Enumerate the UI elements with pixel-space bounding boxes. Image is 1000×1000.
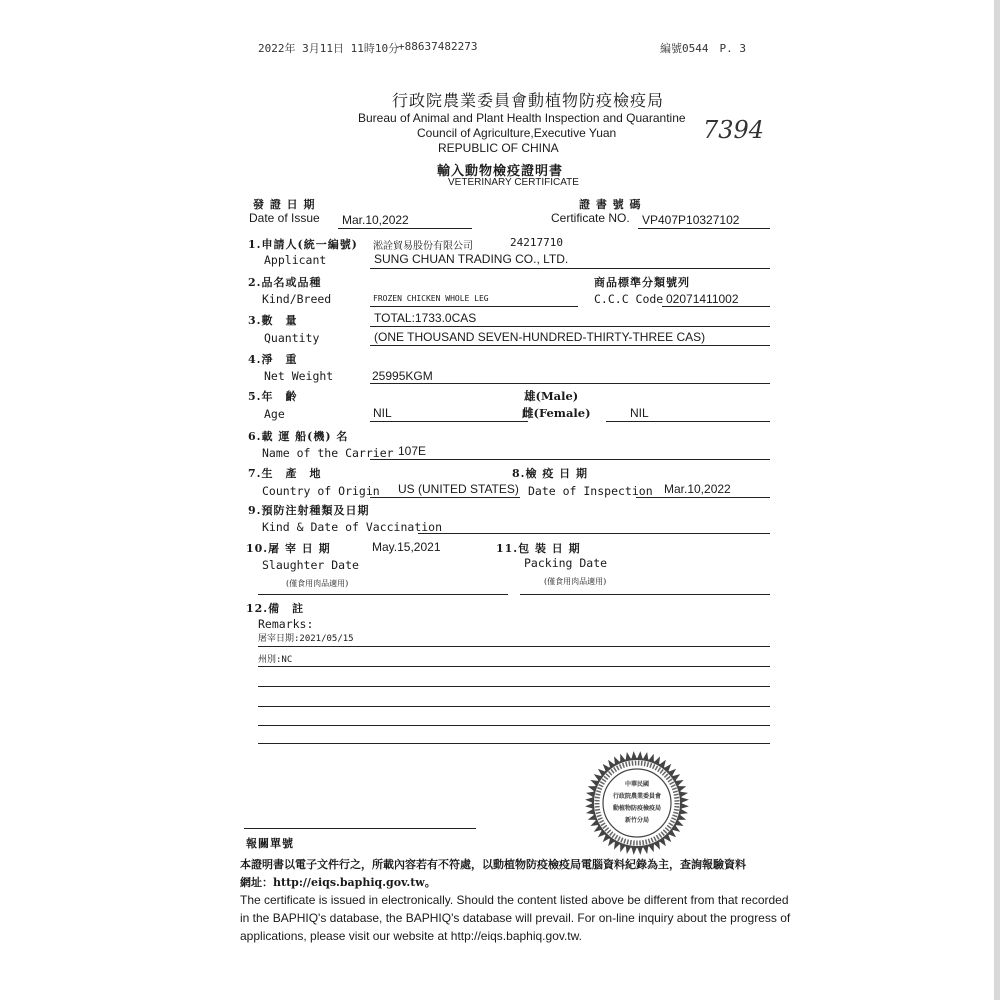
packing-note: (僅食用肉品適用) — [544, 577, 607, 586]
certificate-title-en: VETERINARY CERTIFICATE — [448, 177, 579, 188]
footer-en-2: in the BAPHIQ's database, the BAPHIQ's database will prevail. For on-line inquiry about the progress of — [240, 911, 791, 925]
certificate-title-zh: 輸入動物檢疫證明書 — [437, 164, 564, 179]
slaughter-note: (僅食用肉品適用) — [286, 579, 349, 588]
inspection-label: Date of Inspection — [528, 484, 653, 498]
inspection-label-zh: 8.檢 疫 日 期 — [512, 467, 588, 480]
applicant-label: Applicant — [264, 253, 327, 267]
fax-page-number: 編號0544 P. 3 — [660, 42, 746, 55]
footer-zh-2: 網址：http://eiqs.baphiq.gov.tw。 — [240, 876, 436, 889]
footer-en-3: applications, please visit our website at http://eiqs.baphiq.gov.tw. — [240, 929, 582, 943]
female-label: 雌(Female) — [522, 406, 591, 420]
origin-label: Country of Origin — [262, 484, 380, 498]
origin-value: US (UNITED STATES) — [398, 482, 519, 496]
origin-label-zh: 7.生 產 地 — [248, 467, 322, 480]
net-weight-label: Net Weight — [264, 369, 334, 383]
footer-zh-1: 本證明書以電子文件行之，所載內容若有不符處，以動植物防疫檢疫局電腦資料紀錄為主，查詢報驗資料 — [240, 858, 746, 871]
fax-phone: +88637482273 — [398, 40, 478, 53]
agency-country: REPUBLIC OF CHINA — [438, 141, 559, 155]
remarks-label-zh: 12.備 註 — [246, 602, 305, 615]
ccc-label: C.C.C Code — [594, 292, 664, 306]
carrier-value: 107E — [398, 444, 427, 458]
carrier-label-zh: 6.載 運 船(機) 名 — [248, 430, 349, 443]
issue-date-value: Mar.10,2022 — [342, 213, 409, 227]
applicant-name-zh: 淞詮貿易股份有限公司 — [373, 241, 473, 252]
certificate-no-label-zh: 證 書 號 碼 — [579, 198, 642, 211]
applicant-value: SUNG CHUAN TRADING CO., LTD. — [374, 252, 569, 266]
inspection-value: Mar.10,2022 — [664, 482, 731, 496]
quantity-label: Quantity — [264, 331, 320, 345]
slaughter-label: Slaughter Date — [262, 558, 359, 572]
official-seal — [582, 748, 692, 858]
seal-line-4: 新竹分局 — [624, 817, 650, 824]
packing-label: Packing Date — [524, 556, 608, 570]
agency-name-zh: 行政院農業委員會動植物防疫檢疫局 — [392, 91, 665, 110]
age-label-zh: 5.年 齡 — [248, 390, 298, 403]
ccc-label-zh: 商品標準分類號列 — [594, 276, 690, 289]
issue-date-label-zh: 發 證 日 期 — [253, 198, 316, 211]
quantity-value-words: (ONE THOUSAND SEVEN-HUNDRED-THIRTY-THREE CAS) — [374, 330, 706, 344]
net-weight-value: 25995KGM — [372, 369, 433, 383]
ccc-value: 02071411002 — [666, 292, 739, 306]
packing-label-zh: 11.包 裝 日 期 — [496, 542, 581, 555]
fax-timestamp: 2022年 3月11日 11時10分 — [258, 42, 400, 55]
applicant-id: 24217710 — [510, 236, 563, 249]
footer-en-1: The certificate is issued in electronically. Should the content listed above be different from that recorded — [240, 893, 789, 907]
carrier-label: Name of the Carrier — [262, 446, 394, 460]
female-value: NIL — [630, 406, 649, 420]
seal-line-2: 行政院農業委員會 — [612, 793, 662, 800]
male-label: 雄(Male) — [524, 389, 579, 403]
kind-value: FROZEN CHICKEN WHOLE LEG — [373, 294, 489, 303]
vaccination-label: Kind & Date of Vaccination — [262, 520, 443, 534]
page-edge — [994, 0, 1000, 1000]
slaughter-label-zh: 10.屠 宰 日 期 — [246, 542, 331, 555]
age-label: Age — [264, 407, 285, 421]
net-weight-label-zh: 4.淨 重 — [248, 353, 298, 366]
quantity-label-zh: 3.數 量 — [248, 314, 298, 327]
customs-label: 報關單號 — [246, 837, 294, 850]
handwritten-number: 7394 — [703, 116, 765, 144]
age-value: NIL — [373, 406, 392, 420]
slaughter-value: May.15,2021 — [372, 540, 441, 554]
quantity-value: TOTAL:1733.0CAS — [374, 311, 477, 325]
certificate-no-value: VP407P10327102 — [642, 213, 740, 227]
remarks-label: Remarks: — [258, 617, 314, 631]
certificate-no-label: Certificate NO. — [551, 211, 630, 225]
kind-label: Kind/Breed — [262, 292, 332, 306]
applicant-label-zh: 1.申請人(統一編號) — [248, 238, 358, 251]
vaccination-label-zh: 9.預防注射種類及日期 — [248, 504, 370, 517]
kind-label-zh: 2.品名或品種 — [248, 276, 322, 289]
seal-line-1: 中華民國 — [624, 781, 650, 788]
seal-line-3: 動植物防疫檢疫局 — [612, 805, 662, 812]
agency-name-en: Bureau of Animal and Plant Health Inspection and Quarantine — [358, 111, 686, 125]
remarks-line-2: 州別:NC — [258, 655, 293, 665]
issue-date-label: Date of Issue — [249, 211, 320, 225]
agency-council: Council of Agriculture,Executive Yuan — [417, 126, 617, 140]
remarks-line-1: 屠宰日期:2021/05/15 — [258, 634, 354, 644]
